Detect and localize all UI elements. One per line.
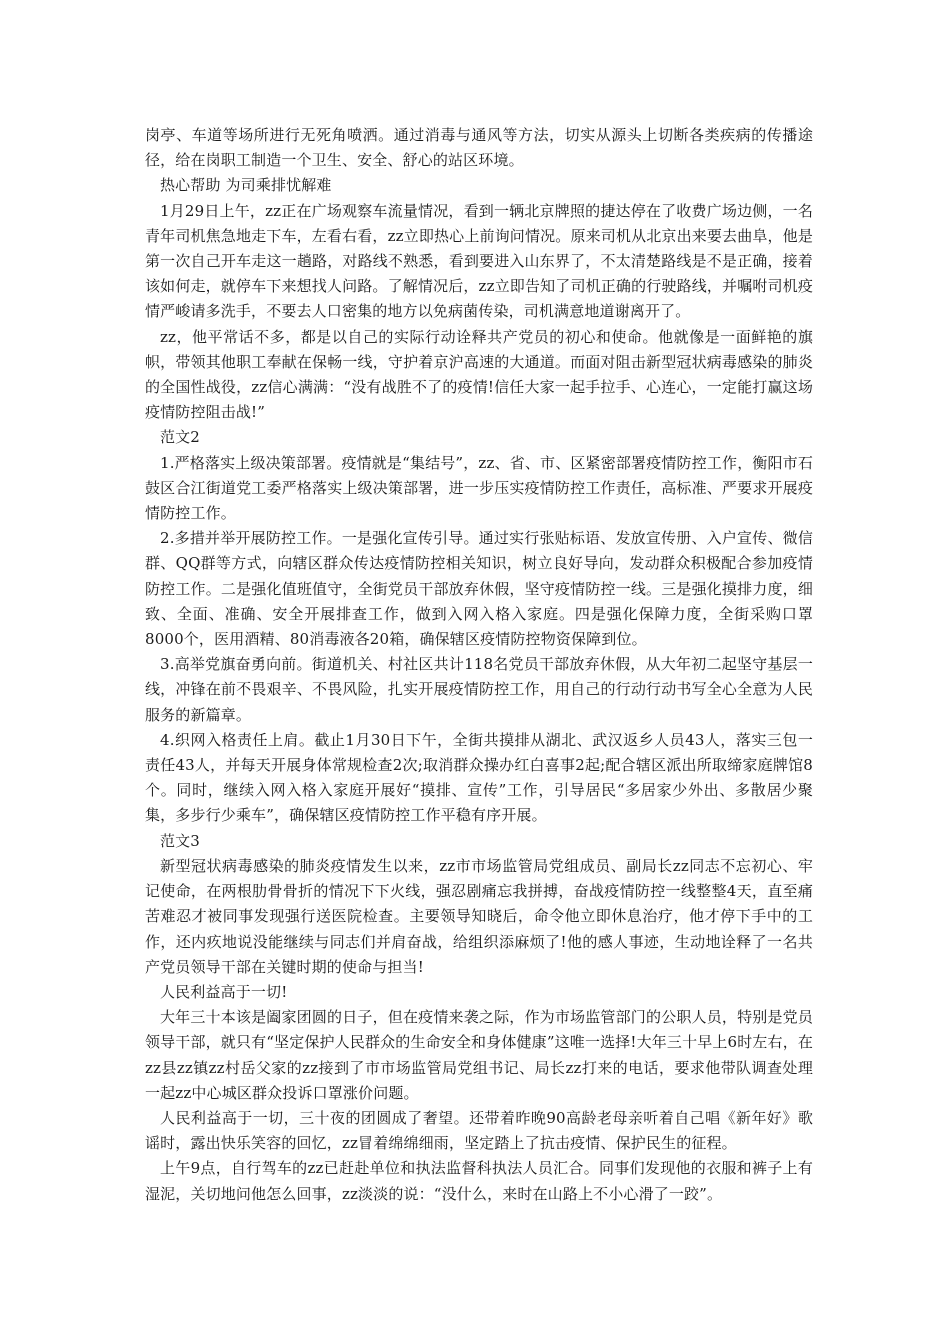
paragraph: zz，他平常话不多，都是以自己的实际行动诠释共产党员的初心和使命。他就像是一面鲜艳的旗帜，带领其他职工奉献在保畅一线，守护着京沪高速的大通道。而面对阻击新型冠状病毒感染的肺炎的全国性战役，zz信心满满：“没有战胜不了的疫情!信任大家一起手拉手、心连心，一定能打赢这场疫情防控阻击战!”: [145, 327, 813, 422]
document-body: [145, 123, 813, 1207]
paragraph: 上午9点，自行驾车的zz已赶赴单位和执法监督科执法人员汇合。同事们发现他的衣服和裤子上有湿泥，关切地问他怎么回事，zz淡淡的说：“没什么，来时在山路上不小心滑了一跤”。: [145, 1159, 813, 1203]
section-heading: 热心帮助 为司乘排忧解难: [160, 176, 332, 195]
paragraph: 大年三十本该是阖家团圆的日子，但在疫情来袭之际，作为市场监管部门的公职人员，特别是党员领导干部，就只有“坚定保护人民群众的生命安全和身体健康”这唯一选择!大年三十早上6时左右，在zz县zz镇zz村岳父家的zz接到了市市场监管局党组书记、局长zz打来的电话，要求他带队调查处理一起zz中心城区群众投诉口罩涨价问题。: [145, 1008, 813, 1102]
section-heading: 人民利益高于一切!: [160, 982, 288, 1001]
paragraph: 人民利益高于一切，三十夜的团圆成了奢望。还带着昨晚90高龄老母亲听着自己唱《新年好》歌谣时，露出快乐笑容的回忆，zz冒着绵绵细雨，坚定踏上了抗击疫情、保护民生的征程。: [145, 1108, 813, 1153]
paragraph: 4.织网入格责任上肩。截止1月30日下午，全街共摸排从湖北、武汉返乡人员43人，落实三包一责任43人，并每天开展身体常规检查2次;取消群众操办红白喜事2起;配合辖区派出所取缔家庭牌馆8个。同时，继续入网入格入家庭开展好“摸排、宣传”工作，引导居民“多居家少外出、多散居少聚集，多步行少乘车”，确保辖区疫情防控工作平稳有序开展。: [145, 730, 813, 825]
paragraph: 岗亭、车道等场所进行无死角喷洒。通过消毒与通风等方法，切实从源头上切断各类疾病的传播途径，给在岗职工制造一个卫生、安全、舒心的站区环境。: [145, 126, 813, 170]
paragraph: 2.多措并举开展防控工作。一是强化宣传引导。通过实行张贴标语、发放宣传册、入户宣传、微信群、QQ群等方式，向辖区群众传达疫情防控相关知识，树立良好导向，发动群众积极配合参加疫情防控工作。二是强化值班值守，全街党员干部放弃休假，坚守疫情防控一线。三是强化摸排力度，细致、全面、准确、安全开展排查工作，做到入网入格入家庭。四是强化保障力度，全街采购口罩8000个，医用酒精、80消毒液各20箱，确保辖区疫情防控物资保障到位。: [145, 529, 813, 649]
section-heading: 范文3: [160, 831, 200, 850]
section-heading: 范文2: [160, 428, 200, 447]
paragraph: 1.严格落实上级决策部署。疫情就是“集结号”，zz、省、市、区紧密部署疫情防控工作，衡阳市石鼓区合江街道党工委严格落实上级决策部署，进一步压实疫情防控工作责任，高标准、严要求开展疫情防控工作。: [145, 453, 813, 523]
paragraph: 3.高举党旗奋勇向前。街道机关、村社区共计118名党员干部放弃休假，从大年初二起坚守基层一线，冲锋在前不畏艰辛、不畏风险，扎实开展疫情防控工作，用自己的行动行动书写全心全意为人民服务的新篇章。: [145, 655, 813, 724]
paragraph: 新型冠状病毒感染的肺炎疫情发生以来，zz市市场监管局党组成员、副局长zz同志不忘初心、牢记使命，在两根肋骨骨折的情况下下火线，强忍剧痛忘我拼搏，奋战疫情防控一线整整4天，直至痛苦难忍才被同事发现强行送医院检查。主要领导知晓后，命令他立即休息治疗，他才停下手中的工作，还内疚地说没能继续与同志们并肩奋战，给组织添麻烦了!他的感人事迹，生动地诠释了一名共产党员领导干部在关键时期的使命与担当!: [145, 856, 813, 976]
paragraph: 1月29日上午，zz正在广场观察车流量情况，看到一辆北京牌照的捷达停在了收费广场边侧，一名青年司机焦急地走下车，左看右看，zz立即热心上前询问情况。原来司机从北京出来要去曲阜，他是第一次自己开车走这一趟路，对路线不熟悉，看到要进入山东界了，不太清楚路线是不是正确，接着该如何走，就停车下来想找人问路。了解情况后，zz立即告知了司机正确的行驶路线，并嘱咐司机疫情严峻请多洗手，不要去人口密集的地方以免病菌传染，司机满意地道谢离开了。: [145, 201, 813, 321]
